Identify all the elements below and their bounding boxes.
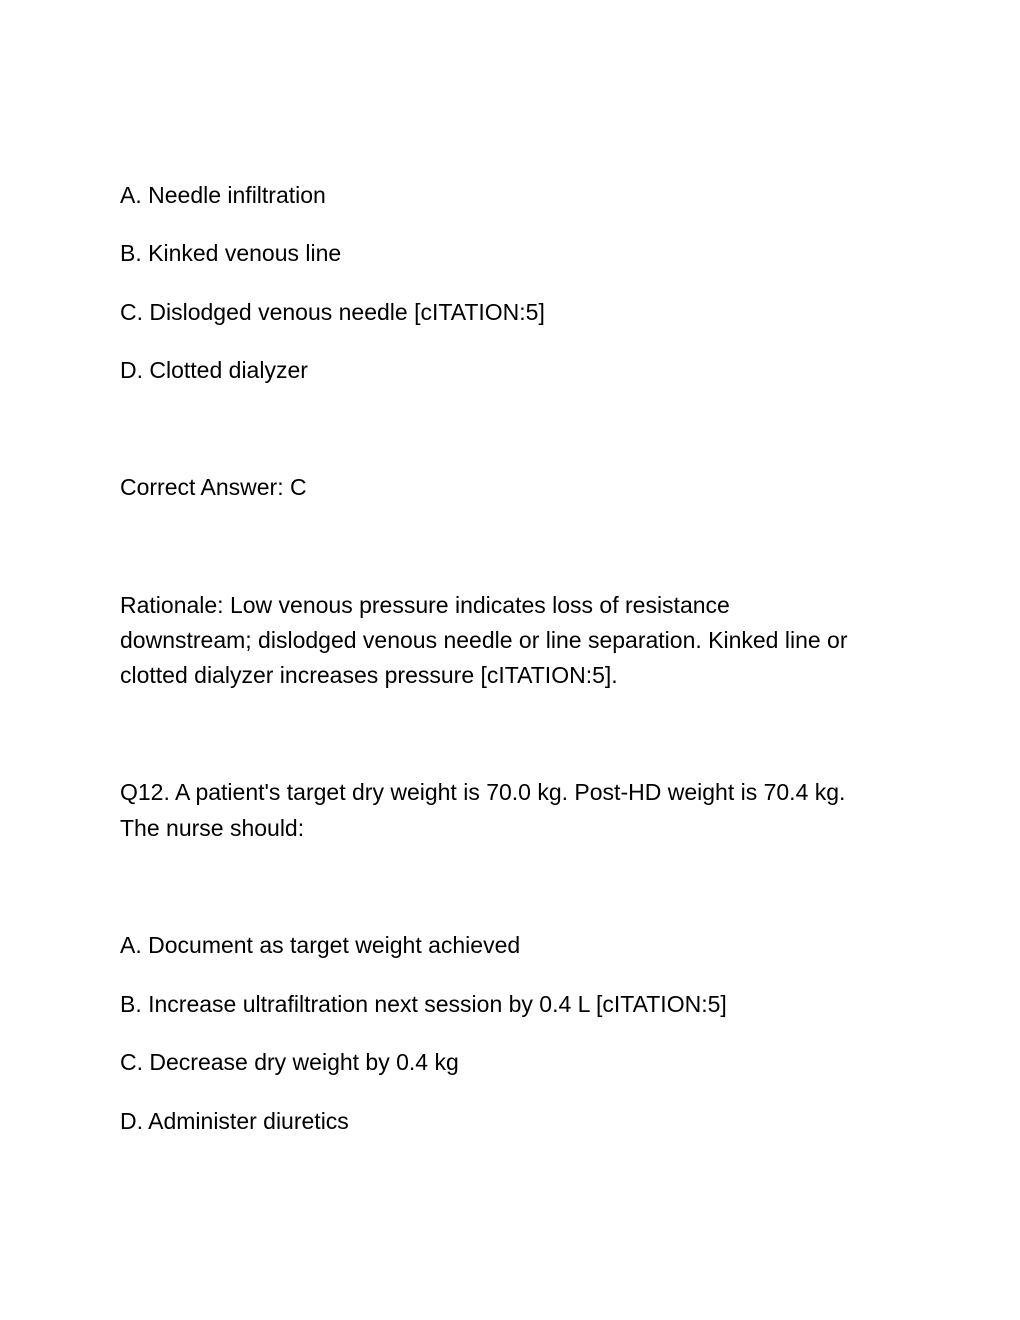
q11-rationale-line-3: clotted dialyzer increases pressure [cITATION:5]. — [120, 662, 618, 688]
q12-option-d: D. Administer diuretics — [120, 1108, 349, 1134]
q11-rationale-line-2: downstream; dislodged venous needle or line separation. Kinked line or — [120, 627, 848, 653]
q11-option-d: D. Clotted dialyzer — [120, 357, 308, 383]
q11-option-c: C. Dislodged venous needle [cITATION:5] — [120, 299, 545, 325]
q11-correct-answer: Correct Answer: C — [120, 474, 307, 500]
q11-option-a: A. Needle infiltration — [120, 182, 326, 208]
q12-option-c: C. Decrease dry weight by 0.4 kg — [120, 1049, 459, 1075]
q11-rationale-line-1: Rationale: Low venous pressure indicates loss of resistance — [120, 592, 730, 618]
q11-option-b: B. Kinked venous line — [120, 240, 342, 266]
q12-option-a: A. Document as target weight achieved — [120, 932, 521, 958]
q12-question-line-1: Q12. A patient's target dry weight is 70.0 kg. Post-HD weight is 70.4 kg. — [120, 779, 846, 805]
q12-question-line-2: The nurse should: — [120, 815, 305, 841]
q12-option-b: B. Increase ultrafiltration next session by 0.4 L [cITATION:5] — [120, 991, 727, 1017]
